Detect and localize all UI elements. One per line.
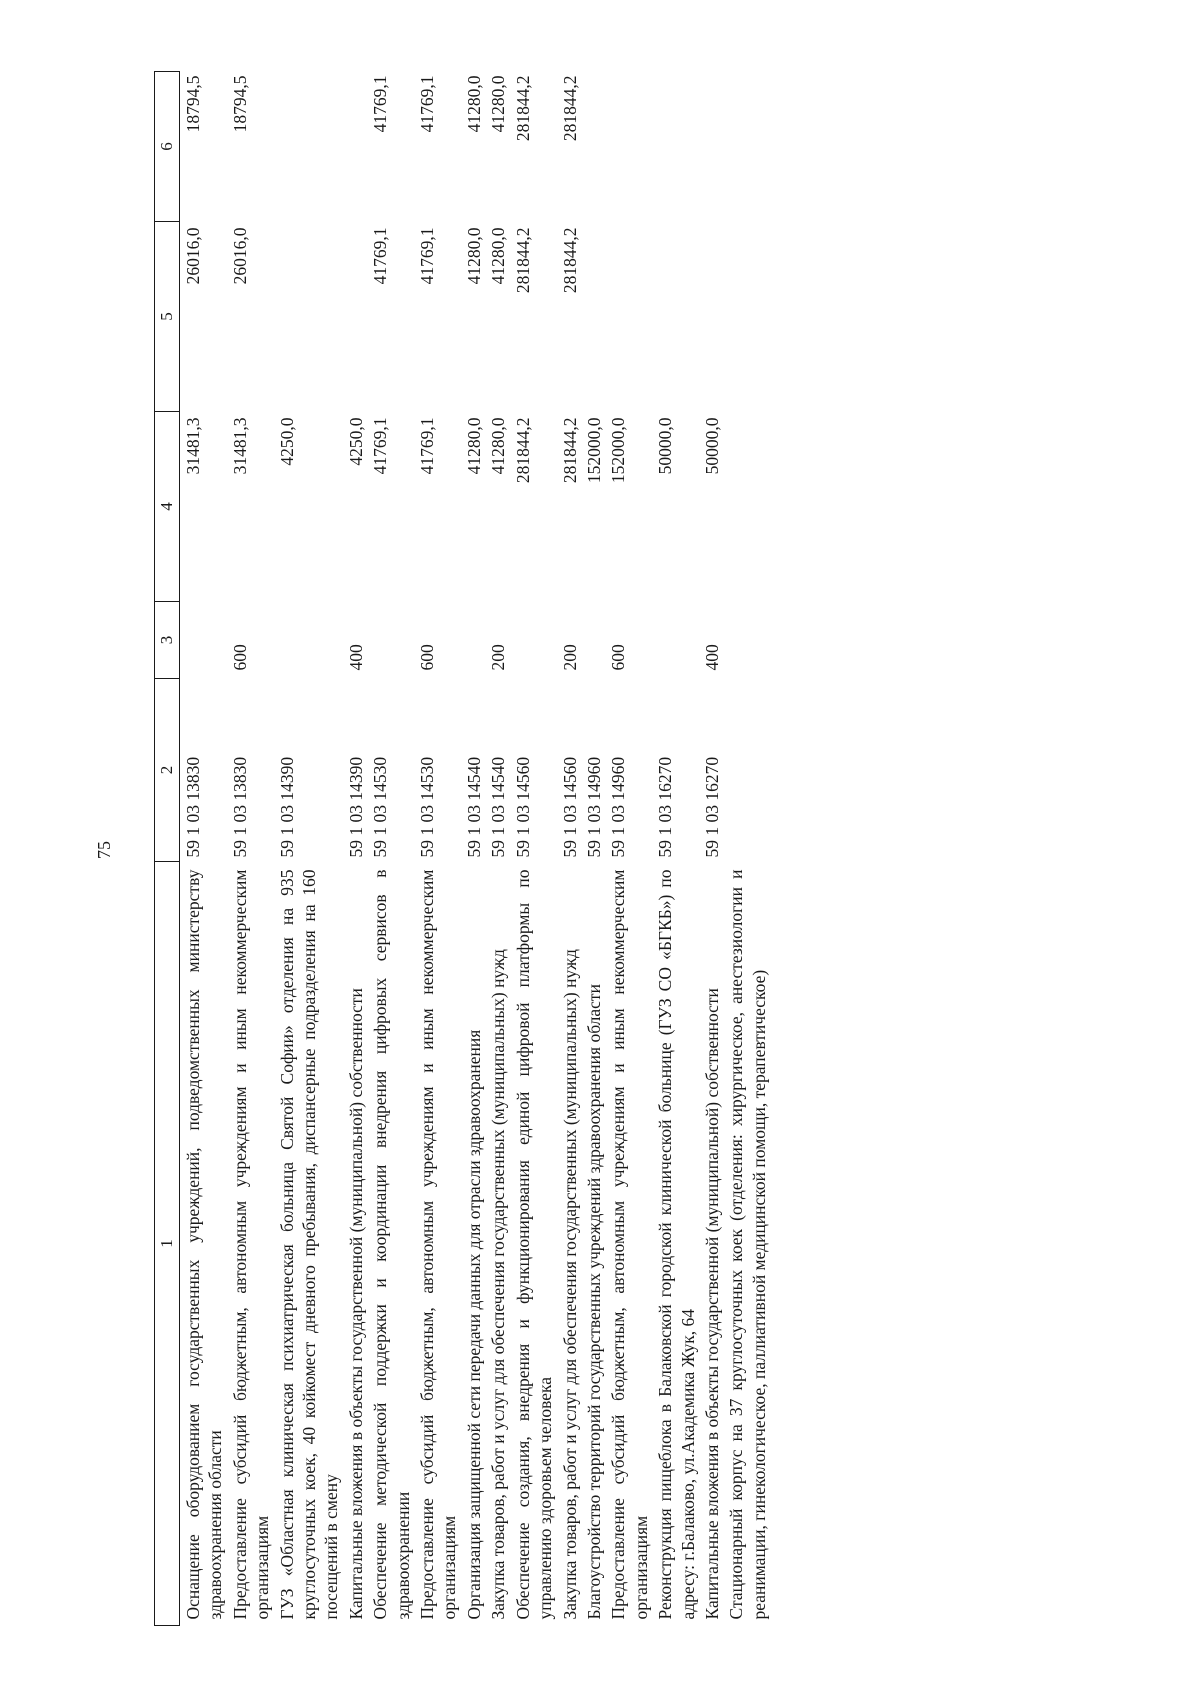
row-value-5 [699,222,723,412]
row-value-6: 41280,0 [463,75,484,133]
row-value-4: 41280,0 [463,417,484,475]
row-name: Предоставление субсидий бюджетным, автономным учреждениям и иным некоммерческим организациям [229,869,273,1620]
row-value-5: 41280,0 [463,227,484,285]
row-value-5 [581,222,605,412]
row-value-6: 281844,2 [559,75,580,142]
column-header: 1 [155,862,180,1626]
table-row [485,72,509,1626]
row-value-4 [723,412,770,602]
row-value-6 [274,72,343,222]
row-value-6: 18794,5 [183,75,203,133]
table-row [581,72,605,1626]
column-header: 6 [155,72,180,222]
row-code: 59 1 03 14530 [370,756,391,858]
table-row [414,72,461,1626]
table-row [723,72,770,1626]
row-value-4: 4250,0 [276,417,297,466]
row-subcode [367,602,414,679]
row-code: 59 1 03 14540 [488,756,509,858]
row-name: Обеспечение методической поддержки и координации внедрения цифровых сервисов в здравоохранении [370,869,413,1620]
row-value-6: 41280,0 [488,75,509,133]
row-code: 59 1 03 14390 [345,756,366,858]
row-value-5: 26016,0 [183,227,203,285]
table-row [227,72,274,1626]
row-code [723,679,770,862]
row-value-5 [605,222,652,412]
row-value-6 [605,72,652,222]
row-subcode: 200 [488,644,509,671]
budget-table [154,71,770,1626]
row-value-5: 41280,0 [488,227,509,285]
row-name: ГУЗ «Областная клиническая психиатрическая больница Святой Софии» отделения на 935 круглосуточных коек, 40 койкомест дневного пребывания, диспансерные подразделения на 160 посещений в смену [276,869,342,1620]
row-value-6 [652,72,699,222]
table-header-row [155,72,180,1626]
row-value-5: 281844,2 [559,227,580,294]
row-name: Оснащение оборудованием государственных учреждений, подведомственных министерству здравоохранения области [183,869,226,1620]
row-value-5 [652,222,699,412]
row-code: 59 1 03 13830 [183,756,203,858]
table-row [510,72,557,1626]
table-row [605,72,652,1626]
row-code: 59 1 03 14530 [417,756,438,858]
row-value-5 [274,222,343,412]
row-name: Благоустройство территорий государственных учреждений здравоохранения области [583,984,604,1620]
row-name: Закупка товаров, работ и услуг для обеспечения государственных (муниципальных) нужд [559,949,580,1620]
row-value-4: 152000,0 [583,417,604,484]
row-value-4: 31481,3 [229,417,250,475]
row-code: 59 1 03 14960 [583,756,604,858]
row-name: Предоставление субсидий бюджетным, автономным учреждениям и иным некоммерческим организациям [608,869,651,1620]
row-code: 59 1 03 14560 [559,756,580,858]
row-subcode [461,602,485,679]
row-value-5: 281844,2 [512,227,533,294]
row-value-4: 41769,1 [417,417,438,475]
row-subcode [510,602,557,679]
row-value-6: 41769,1 [370,75,391,133]
row-subcode: 400 [345,644,366,671]
column-header: 4 [155,412,180,602]
row-name: Капитальные вложения в объекты государственной (муниципальной) собственности [701,988,722,1620]
row-value-5 [723,222,770,412]
row-value-5 [343,222,367,412]
row-code: 59 1 03 14560 [512,756,533,858]
row-value-4: 4250,0 [345,417,366,466]
row-value-4: 152000,0 [608,417,629,484]
row-code: 59 1 03 14540 [463,756,484,858]
row-code: 59 1 03 14960 [608,756,629,858]
row-name: Предоставление субсидий бюджетным, автономным учреждениям и иным некоммерческим организациям [417,869,460,1620]
table-row [180,72,227,1626]
column-header: 2 [155,679,180,862]
row-name: Обеспечение создания, внедрения и функционирования единой цифровой платформы по управлению здоровьем человека [512,869,556,1620]
row-subcode [581,602,605,679]
table-row [343,72,367,1626]
table-row [274,72,343,1626]
row-value-6 [581,72,605,222]
row-value-5: 41769,1 [370,227,391,285]
row-value-4: 281844,2 [512,417,533,484]
row-subcode [723,602,770,679]
row-subcode: 600 [608,644,629,671]
rotated-table-area [154,72,1160,1626]
row-value-6: 41769,1 [417,75,438,133]
row-subcode [180,602,227,679]
table-row [699,72,723,1626]
row-subcode [274,602,343,679]
row-name: Стационарный корпус на 37 круглосуточных коек (отделения: хирургическое, анестезиологии и реанимации, гинекологическое, паллиативной медицинской помощи, терапевтическое) [726,869,769,1620]
column-header: 5 [155,222,180,412]
row-value-6: 281844,2 [512,75,533,142]
row-value-4: 31481,3 [183,417,203,475]
table-row [461,72,485,1626]
row-name: Реконструкция пищеблока в Балаковской городской клинической больнице (ГУЗ СО «БГКБ») по адресу: г.Балаково, ул.Академика Жук, 64 [655,869,698,1620]
row-code: 59 1 03 16270 [701,756,722,858]
row-value-4: 41769,1 [370,417,391,475]
row-value-4: 281844,2 [559,417,580,484]
row-value-6 [343,72,367,222]
row-subcode [652,602,699,679]
row-subcode: 600 [229,644,250,671]
row-code: 59 1 03 16270 [655,756,676,858]
row-value-4: 50000,0 [701,417,722,475]
row-value-4: 41280,0 [488,417,509,475]
row-name: Капитальные вложения в объекты государственной (муниципальной) собственности [345,988,366,1620]
table-row [652,72,699,1626]
column-header: 3 [155,602,180,679]
row-code: 59 1 03 14390 [276,756,297,858]
row-subcode: 200 [559,644,580,671]
row-value-6 [723,72,770,222]
row-value-5: 41769,1 [417,227,438,285]
row-value-6: 18794,5 [229,75,250,133]
row-subcode: 400 [701,644,722,671]
row-name: Закупка товаров, работ и услуг для обеспечения государственных (муниципальных) нужд [488,949,509,1620]
row-code: 59 1 03 13830 [229,756,250,858]
row-value-6 [699,72,723,222]
table-row [557,72,581,1626]
row-value-4: 50000,0 [655,417,676,475]
row-subcode: 600 [417,644,438,671]
row-name: Организация защищенной сети передачи данных для отрасли здравоохранения [463,1029,484,1620]
row-value-5: 26016,0 [229,227,250,285]
page-number: 75 [94,841,114,859]
table-row [367,72,414,1626]
